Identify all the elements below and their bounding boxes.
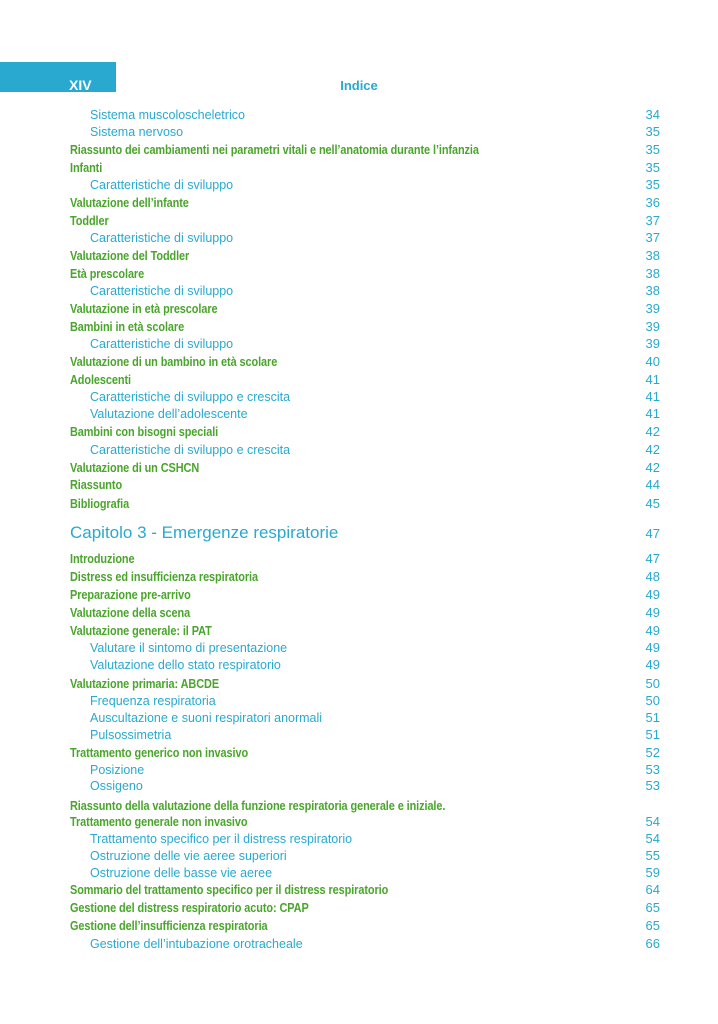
- toc-entry[interactable]: [70, 266, 660, 283]
- toc-entry-title: Valutazione della scena: [70, 605, 191, 620]
- toc-entry-page: 49: [645, 623, 660, 638]
- toc-entry[interactable]: [70, 230, 660, 247]
- toc-entry-title: Valutazione dell’adolescente: [90, 407, 248, 421]
- running-title: Indice: [340, 78, 378, 93]
- toc-entry-title: Auscultazione e suoni respiratori anormali: [90, 711, 323, 725]
- toc-entry-title: Sommario del trattamento specifico per il distress respiratorio: [70, 882, 389, 897]
- toc-entry-title: Gestione dell’insufficienza respiratoria: [70, 918, 268, 933]
- toc-entry-page: 34: [645, 107, 660, 122]
- toc-entry-page: 48: [645, 569, 660, 584]
- toc-entry-page: 44: [645, 477, 660, 492]
- toc-entry-page: 35: [645, 160, 660, 175]
- toc-entry-page: 37: [645, 230, 660, 245]
- toc-entry[interactable]: [70, 442, 660, 459]
- toc-entry-title: Valutazione di un bambino in età scolare: [70, 354, 278, 369]
- toc-entry-title: Pulsossimetria: [90, 728, 172, 742]
- toc-entry[interactable]: [70, 798, 660, 815]
- toc-entry-title: Età prescolare: [70, 266, 145, 281]
- toc-entry-title: Distress ed insufficienza respiratoria: [70, 569, 258, 584]
- toc-entry-page: 41: [645, 372, 660, 387]
- toc-entry-title: Trattamento generale non invasivo: [70, 814, 248, 829]
- toc-entry[interactable]: [70, 424, 660, 441]
- toc-entry-title: Caratteristiche di sviluppo e crescita: [90, 443, 291, 457]
- toc-entry-page: 38: [645, 266, 660, 281]
- toc-entry[interactable]: [70, 831, 660, 848]
- toc-entry-title: Capitolo 3 - Emergenze respiratorie: [70, 523, 339, 542]
- toc-entry[interactable]: [70, 676, 660, 693]
- toc-entry-page: 38: [645, 283, 660, 298]
- toc-entry-page: 66: [645, 936, 660, 951]
- toc-entry-page: 35: [645, 177, 660, 192]
- toc-entry-title: Valutazione dell’infante: [70, 195, 189, 210]
- toc-entry-page: 35: [645, 124, 660, 139]
- toc-entry-title: Gestione dell’intubazione orotracheale: [90, 937, 303, 951]
- toc-entry[interactable]: [70, 640, 660, 657]
- toc-entry-title: Sistema muscoloscheletrico: [90, 108, 245, 122]
- toc-entry-title: Toddler: [70, 213, 109, 228]
- toc-entry-title: Caratteristiche di sviluppo: [90, 284, 234, 298]
- toc-entry[interactable]: [70, 882, 660, 899]
- toc-entry-page: 39: [645, 319, 660, 334]
- toc-entry-page: 42: [645, 442, 660, 457]
- toc-entry[interactable]: [70, 623, 660, 640]
- toc-entry-page: 59: [645, 865, 660, 880]
- toc-entry[interactable]: [70, 195, 660, 212]
- toc-entry-title: Valutare il sintomo di presentazione: [90, 641, 288, 655]
- toc-entry[interactable]: [70, 406, 660, 423]
- toc-entry-page: 45: [645, 496, 660, 511]
- toc-entry[interactable]: [70, 496, 660, 513]
- toc-entry[interactable]: [70, 936, 660, 953]
- toc-entry-title: Caratteristiche di sviluppo: [90, 178, 234, 192]
- toc-entry-page: 49: [645, 605, 660, 620]
- toc-entry-page: 49: [645, 640, 660, 655]
- toc-entry-title: Riassunto: [70, 477, 123, 492]
- toc-entry[interactable]: [70, 177, 660, 194]
- toc-entry[interactable]: [70, 727, 660, 744]
- toc-entry-page: 40: [645, 354, 660, 369]
- toc-entry-title: Bibliografia: [70, 496, 130, 511]
- toc-entry-title: Bambini con bisogni speciali: [70, 424, 219, 439]
- toc-entry[interactable]: [70, 918, 660, 935]
- toc-entry[interactable]: [70, 301, 660, 318]
- toc-entry[interactable]: [70, 778, 660, 795]
- toc-entry[interactable]: [70, 460, 660, 477]
- toc-entry-page: 50: [645, 693, 660, 708]
- toc-entry-title: Gestione del distress respiratorio acuto: CPAP: [70, 900, 309, 915]
- toc-entry[interactable]: [70, 160, 660, 177]
- toc-entry-title: Sistema nervoso: [90, 125, 184, 139]
- toc-entry-title: Valutazione dello stato respiratorio: [90, 658, 281, 672]
- toc-entry-title: Bambini in età scolare: [70, 319, 185, 334]
- toc-entry[interactable]: [70, 124, 660, 141]
- toc-entry[interactable]: [70, 865, 660, 882]
- toc-entry-page: 42: [645, 460, 660, 475]
- toc-entry-title: Adolescenti: [70, 372, 131, 387]
- toc-entry-title: Introduzione: [70, 551, 135, 566]
- toc-entry-title: Riassunto della valutazione della funzione respiratoria generale e iniziale.: [70, 798, 446, 813]
- toc-entry-page: 39: [645, 336, 660, 351]
- toc-entry[interactable]: [70, 477, 660, 494]
- toc-entry-title: Riassunto dei cambiamenti nei parametri vitali e nell’anatomia durante l’infanzia: [70, 142, 479, 157]
- toc-entry-page: 52: [645, 745, 660, 760]
- toc-entry-title: Caratteristiche di sviluppo: [90, 231, 234, 245]
- toc-entry[interactable]: [70, 762, 660, 779]
- toc-entry[interactable]: [70, 319, 660, 336]
- toc-entry-title: Caratteristiche di sviluppo e crescita: [90, 390, 291, 404]
- toc-entry-title: Valutazione di un CSHCN: [70, 460, 200, 475]
- toc-entry-page: 55: [645, 848, 660, 863]
- toc-entry-title: Caratteristiche di sviluppo: [90, 337, 234, 351]
- toc-entry[interactable]: [70, 710, 660, 727]
- toc-entry-page: 64: [645, 882, 660, 897]
- toc-entry-page: 51: [645, 710, 660, 725]
- toc-entry-title: Posizione: [90, 763, 145, 777]
- toc-entry-title: Trattamento generico non invasivo: [70, 745, 249, 760]
- toc-entry-page: 47: [645, 526, 660, 541]
- toc-entry[interactable]: [70, 814, 660, 831]
- toc-entry[interactable]: [70, 657, 660, 674]
- toc-entry-page: 65: [645, 918, 660, 933]
- toc-entry-page: 39: [645, 301, 660, 316]
- toc-entry-title: Valutazione del Toddler: [70, 248, 190, 263]
- toc-entry-title: Preparazione pre-arrivo: [70, 587, 191, 602]
- toc-entry-title: Valutazione in età prescolare: [70, 301, 218, 316]
- toc-entry-title: Ostruzione delle basse vie aeree: [90, 866, 273, 880]
- toc-entry[interactable]: [70, 389, 660, 406]
- toc-entry[interactable]: [70, 248, 660, 265]
- toc-entry-title: Ossigeno: [90, 779, 143, 793]
- toc-entry-title: Trattamento specifico per il distress respiratorio: [90, 832, 353, 846]
- toc-entry-page: 50: [645, 676, 660, 691]
- toc-entry-title: Ostruzione delle vie aeree superiori: [90, 849, 287, 863]
- toc-entry-page: 42: [645, 424, 660, 439]
- toc-entry-page: 38: [645, 248, 660, 263]
- toc-chapter-heading[interactable]: [70, 523, 660, 545]
- toc-entry-page: 53: [645, 778, 660, 793]
- toc-entry-page: 37: [645, 213, 660, 228]
- toc-entry-page: 35: [645, 142, 660, 157]
- toc-entry-page: 41: [645, 406, 660, 421]
- toc-entry-page: 49: [645, 657, 660, 672]
- toc-entry-page: 65: [645, 900, 660, 915]
- toc-entry[interactable]: [70, 107, 660, 124]
- toc-entry-title: Valutazione generale: il PAT: [70, 623, 212, 638]
- toc-entry-page: 49: [645, 587, 660, 602]
- toc-entry[interactable]: [70, 142, 660, 159]
- toc-entry[interactable]: [70, 848, 660, 865]
- toc-entry-page: 36: [645, 195, 660, 210]
- toc-entry[interactable]: [70, 336, 660, 353]
- toc-entry-page: 54: [645, 831, 660, 846]
- toc-entry-page: 53: [645, 762, 660, 777]
- toc-entry[interactable]: [70, 900, 660, 917]
- toc-entry[interactable]: [70, 693, 660, 710]
- page-number: XIV: [69, 77, 92, 93]
- toc-entry[interactable]: [70, 605, 660, 622]
- toc-entry[interactable]: [70, 587, 660, 604]
- toc-entry-page: 54: [645, 814, 660, 829]
- toc-entry[interactable]: [70, 745, 660, 762]
- toc-entry[interactable]: [70, 569, 660, 586]
- toc-entry-page: 47: [645, 551, 660, 566]
- toc-entry[interactable]: [70, 551, 660, 568]
- toc-entry[interactable]: [70, 283, 660, 300]
- toc-entry[interactable]: [70, 372, 660, 389]
- toc-entry[interactable]: [70, 213, 660, 230]
- toc-entry-page: 41: [645, 389, 660, 404]
- toc-entry-title: Frequenza respiratoria: [90, 694, 216, 708]
- toc-entry-title: Valutazione primaria: ABCDE: [70, 676, 220, 691]
- toc-entry[interactable]: [70, 354, 660, 371]
- toc-entry-page: 51: [645, 727, 660, 742]
- toc-entry-title: Infanti: [70, 160, 103, 175]
